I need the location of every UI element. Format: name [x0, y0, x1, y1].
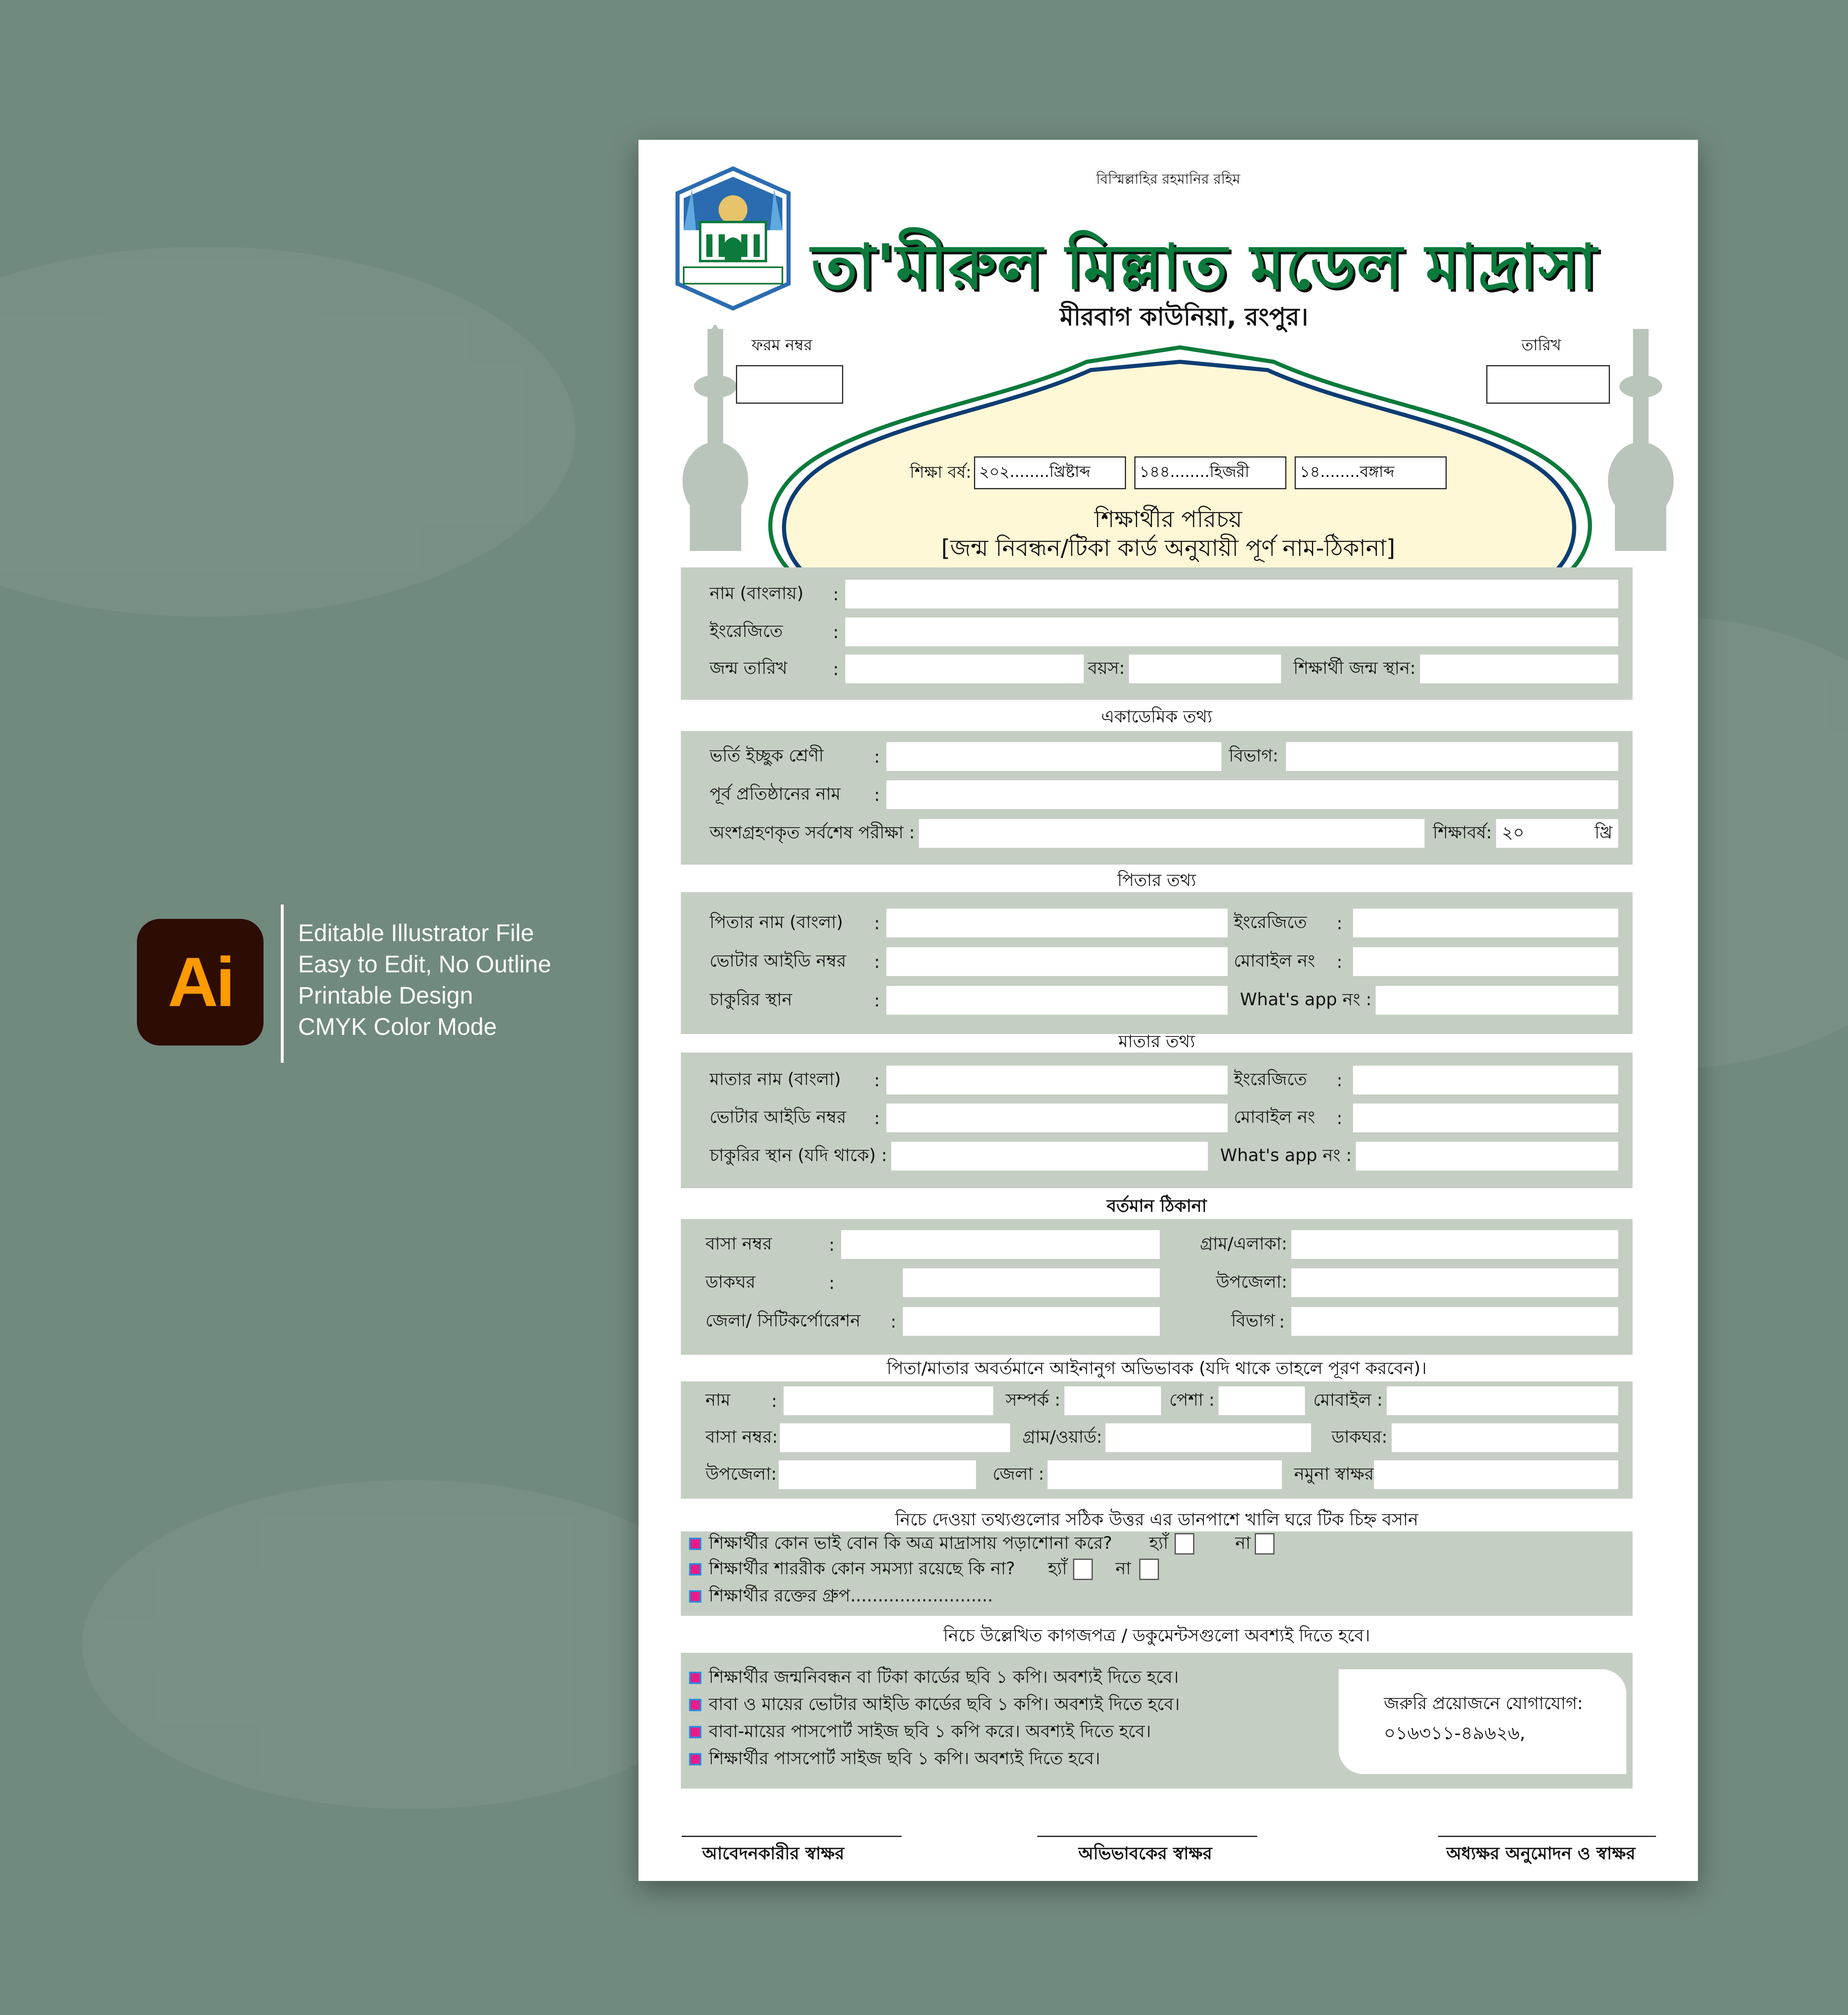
father-mobile-field[interactable]	[1353, 947, 1618, 976]
student-intro-title: শিক্ষার্থীর পরিচয়	[1094, 506, 1242, 533]
father-work-place-field[interactable]	[886, 986, 1228, 1015]
student-intro-note: [জন্ম নিবন্ধন/টিকা কার্ড অনুযায়ী পূর্ণ নাম-ঠিকানা]	[941, 535, 1395, 562]
illustrator-icon: Ai	[137, 919, 264, 1046]
feature-item: Editable Illustrator File	[298, 920, 534, 946]
name-bn-label: নাম (বাংলায়)	[710, 583, 804, 603]
document-item: শিক্ষার্থীর জন্মনিবন্ধন বা টিকা কার্ডের ছবি ১ কপি। অবশ্যই দিতে হবে।	[709, 1666, 1179, 1687]
name-bn-field[interactable]	[845, 580, 1618, 608]
post-office-field[interactable]	[903, 1268, 1160, 1297]
promo-divider	[281, 905, 284, 1063]
mother-voter-id-field[interactable]	[886, 1104, 1228, 1132]
madrasa-logo	[669, 164, 797, 312]
mother-work-place-field[interactable]	[891, 1142, 1208, 1171]
sibling-yes-label: হ্যাঁ	[1149, 1532, 1168, 1553]
father-name-en-field[interactable]	[1353, 909, 1618, 937]
mother-whatsapp-label: What's app নং :	[1220, 1145, 1352, 1165]
upazila-field[interactable]	[1291, 1268, 1618, 1297]
department-label: বিভাগ:	[1229, 745, 1279, 766]
principal-signature-label: অধ্যক্ষর অনুমোদন ও স্বাক্ষর	[1446, 1843, 1635, 1863]
sibling-question: শিক্ষার্থীর কোন ভাই বোন কি অত্র মাদ্রাসায় পড়াশোনা করে?	[709, 1532, 1113, 1553]
mother-name-bn-field[interactable]	[886, 1066, 1228, 1094]
village-field[interactable]	[1291, 1230, 1618, 1259]
health-no-label: না	[1115, 1558, 1131, 1578]
background-fold	[0, 247, 576, 617]
bullet-icon	[689, 1672, 701, 1684]
guardian-section-title: পিতা/মাতার অবর্তমানে আইনানুগ অভিভাবক (যদি থাকে তাহলে পূরণ করবেন)।	[886, 1358, 1427, 1378]
last-exam-field[interactable]	[919, 819, 1425, 848]
form-number-field[interactable]	[736, 365, 843, 404]
guardian-profession-label: পেশা :	[1169, 1389, 1215, 1410]
guardian-village-field[interactable]	[1106, 1423, 1311, 1452]
documents-section-title: নিচে উল্লেখিত কাগজপত্র / ডকুমেন্টসগুলো অবশ্যই দিতে হবে।	[943, 1625, 1370, 1645]
birthplace-field[interactable]	[1420, 655, 1618, 683]
dob-label: জন্ম তারিখ	[710, 657, 788, 678]
edu-year-label: শিক্ষাবর্ষ:	[1433, 822, 1492, 842]
guardian-house-no-label: বাসা নম্বর:	[705, 1426, 778, 1447]
mother-name-en-label: ইংরেজিতে	[1234, 1069, 1307, 1089]
contact-box	[1339, 1669, 1626, 1774]
health-yes-label: হ্যাঁ	[1048, 1558, 1067, 1578]
guardian-mobile-label: মোবাইল :	[1313, 1389, 1383, 1410]
guardian-profession-field[interactable]	[1219, 1386, 1305, 1415]
district-field[interactable]	[903, 1307, 1160, 1336]
sibling-yes-checkbox[interactable]	[1175, 1533, 1194, 1555]
christian-year-field[interactable]	[974, 456, 1126, 489]
name-en-label: ইংরেজিতে	[710, 620, 783, 641]
house-no-field[interactable]	[841, 1230, 1160, 1259]
questions-panel	[681, 1531, 1633, 1616]
guardian-name-field[interactable]	[784, 1386, 993, 1415]
birthplace-label: শিক্ষার্থী জন্ম স্থান:	[1293, 657, 1416, 678]
document-item: বাবা ও মায়ের ভোটার আইডি কার্ডের ছবি ১ কপি। অবশ্যই দিতে হবে।	[709, 1693, 1180, 1714]
date-field[interactable]	[1486, 365, 1610, 404]
division-field[interactable]	[1291, 1307, 1618, 1336]
edu-year-prefix: ২০	[1501, 822, 1524, 842]
department-field[interactable]	[1286, 742, 1618, 771]
father-work-place-label: চাকুরির স্থান	[710, 989, 792, 1009]
father-info-panel: পিতার নাম (বাংলা) : ইংরেজিতে : ভোটার আইডি নম্বর : মোবাইল নং : চাকুরির স্থান : What's app নং :	[681, 892, 1633, 1034]
address-panel: বাসা নম্বর : গ্রাম/এলাকা: ডাকঘর : উপজেলা: জেলা/ সিটিকর্পোরেশন : বিভাগ :	[681, 1219, 1633, 1355]
document-item: বাবা-মায়ের পাসপোর্ট সাইজ ছবি ১ কপি করে। অবশ্যই দিতে হবে।	[709, 1721, 1151, 1741]
guardian-upazila-label: উপজেলা:	[705, 1463, 777, 1484]
session-row	[910, 456, 1447, 489]
bullet-icon	[689, 1538, 701, 1550]
edu-year-field[interactable]	[1496, 819, 1618, 848]
guardian-panel: নাম : সম্পর্ক : পেশা : মোবাইল : বাসা নম্বর: গ্রাম/ওয়ার্ড: ডাকঘর: উপজেলা: জেলা : নমুনা স্বাক্ষর	[681, 1381, 1633, 1499]
hijri-year-field[interactable]	[1134, 456, 1286, 489]
feature-list	[298, 918, 551, 1043]
guardian-post-office-label: ডাকঘর:	[1331, 1426, 1388, 1447]
feature-item: Printable Design	[298, 982, 473, 1009]
mother-whatsapp-field[interactable]	[1356, 1142, 1618, 1171]
address-section-title: বর্তমান ঠিকানা	[1106, 1196, 1207, 1216]
guardian-post-office-field[interactable]	[1392, 1423, 1618, 1452]
father-name-bn-field[interactable]	[886, 909, 1228, 937]
madrasa-title: তা'মীরুল মিল্লাত মডেল মাদ্রাসা	[811, 231, 1598, 303]
contact-label: জরুরি প্রয়োজনে যোগাযোগ:	[1384, 1693, 1583, 1713]
guardian-signature-line	[1037, 1836, 1257, 1837]
upazila-label: উপজেলা:	[1216, 1271, 1287, 1292]
feature-item: CMYK Color Mode	[298, 1013, 497, 1040]
father-name-bn-label: পিতার নাম (বাংলা)	[710, 911, 843, 932]
guardian-signature-label: অভিভাবকের স্বাক্ষর	[1078, 1843, 1212, 1863]
bangla-year-field[interactable]	[1295, 456, 1447, 489]
academic-section-title: একাডেমিক তথ্য	[1101, 706, 1212, 726]
class-field[interactable]	[886, 742, 1221, 771]
guardian-relation-field[interactable]	[1064, 1386, 1161, 1415]
mother-name-en-field[interactable]	[1353, 1066, 1618, 1094]
health-no-checkbox[interactable]	[1139, 1559, 1159, 1580]
previous-institution-label: পূর্ব প্রতিষ্ঠানের নাম	[710, 783, 841, 804]
guardian-name-label: নাম	[705, 1389, 731, 1410]
mother-info-panel: মাতার নাম (বাংলা) : ইংরেজিতে : ভোটার আইডি নম্বর : মোবাইল নং : চাকুরির স্থান (যদি থাকে) : What's app নং :	[681, 1053, 1633, 1188]
guardian-relation-label: সম্পর্ক :	[1006, 1389, 1061, 1410]
father-whatsapp-field[interactable]	[1376, 986, 1618, 1015]
house-no-label: বাসা নম্বর	[705, 1233, 772, 1254]
guardian-house-no-field[interactable]	[780, 1423, 1010, 1452]
health-question: শিক্ষার্থীর শাররীক কোন সমস্যা রয়েছে কি না?	[709, 1558, 1015, 1578]
mother-work-place-label: চাকুরির স্থান (যদি থাকে) :	[710, 1145, 887, 1165]
bullet-icon	[689, 1563, 701, 1575]
post-office-label: ডাকঘর	[705, 1271, 756, 1292]
sibling-no-checkbox[interactable]	[1255, 1533, 1274, 1555]
division-label: বিভাগ	[1231, 1310, 1275, 1330]
guardian-district-field[interactable]	[1048, 1460, 1282, 1489]
father-voter-id-field[interactable]	[886, 947, 1228, 976]
bangla-year-text: ১৪........বঙ্গাব্দ	[1300, 463, 1395, 481]
blood-group-question: শিক্ষার্থীর রক্তের গ্রুপ..........................	[709, 1585, 993, 1606]
health-yes-checkbox[interactable]	[1073, 1559, 1093, 1580]
village-label: গ্রাম/এলাকা:	[1200, 1233, 1287, 1254]
academic-info-panel: ভর্তি ইচ্ছুক শ্রেণী : বিভাগ: পূর্ব প্রতিষ্ঠানের নাম : অংশগ্রহণকৃত সর্বশেষ পরীক্ষা : শিক্ষাবর্ষ: ২০ খ্রি	[681, 731, 1633, 865]
guardian-signature-field[interactable]	[1374, 1460, 1618, 1489]
guardian-mobile-field[interactable]	[1387, 1386, 1618, 1415]
father-name-en-label: ইংরেজিতে	[1234, 911, 1307, 932]
district-label: জেলা/ সিটিকর্পোরেশন	[705, 1310, 861, 1330]
father-mobile-label: মোবাইল নং	[1234, 950, 1315, 971]
guardian-village-label: গ্রাম/ওয়ার্ড:	[1022, 1426, 1102, 1447]
questions-section-title: নিচে দেওয়া তথ্যগুলোর সঠিক উত্তর এর ডানপাশে খালি ঘরে টিক চিহ্ন বসান	[895, 1509, 1418, 1529]
bullet-icon	[689, 1590, 701, 1603]
madrasa-address: মীরবাগ কাউনিয়া, রংপুর।	[1060, 303, 1309, 331]
principal-signature-line	[1438, 1836, 1656, 1837]
mother-mobile-field[interactable]	[1353, 1104, 1618, 1132]
mother-name-bn-label: মাতার নাম (বাংলা)	[710, 1069, 841, 1089]
bismillah-text: বিস্মিল্লাহির রহমানির রহিম	[1096, 171, 1240, 187]
applicant-signature-label: আবেদনকারীর স্বাক্ষর	[702, 1843, 844, 1863]
admission-form	[638, 140, 1698, 1881]
previous-institution-field[interactable]	[886, 780, 1618, 809]
name-en-field[interactable]	[845, 618, 1618, 646]
bullet-icon	[689, 1726, 701, 1738]
edu-year-suffix: খ্রি	[1594, 822, 1612, 842]
father-voter-id-label: ভোটার আইডি নম্বর	[710, 950, 847, 971]
mother-section-title: মাতার তথ্য	[1118, 1031, 1195, 1051]
contact-phone: ০১৬৩১১-৪৯৬২৬,	[1384, 1723, 1526, 1744]
father-whatsapp-label: What's app নং :	[1240, 989, 1372, 1009]
last-exam-label: অংশগ্রহণকৃত সর্বশেষ পরীক্ষা :	[710, 822, 915, 842]
date-label: তারিখ	[1522, 336, 1561, 354]
student-info-panel: নাম (বাংলায়) : ইংরেজিতে : জন্ম তারিখ : বয়স: শিক্ষার্থী জন্ম স্থান:	[681, 567, 1633, 700]
applicant-signature-line	[682, 1836, 902, 1837]
christian-year-text: ২০২........খ্রিষ্টাব্দ	[979, 463, 1091, 481]
feature-item: Easy to Edit, No Outline	[298, 951, 551, 978]
documents-panel	[681, 1653, 1633, 1788]
bullet-icon	[689, 1699, 701, 1711]
dob-field[interactable]	[845, 655, 1084, 683]
guardian-upazila-field[interactable]	[779, 1460, 976, 1489]
bullet-icon	[689, 1753, 701, 1765]
guardian-signature-label: নমুনা স্বাক্ষর	[1294, 1463, 1374, 1484]
hijri-year-text: ১৪৪........হিজরী	[1139, 463, 1249, 481]
form-number-label: ফরম নম্বর	[752, 336, 812, 354]
sibling-no-label: না	[1235, 1532, 1251, 1553]
mother-mobile-label: মোবাইল নং	[1234, 1106, 1315, 1127]
age-label: বয়স:	[1088, 657, 1125, 678]
class-label: ভর্তি ইচ্ছুক শ্রেণী	[710, 745, 824, 766]
guardian-district-label: জেলা :	[992, 1463, 1044, 1484]
age-field[interactable]	[1129, 655, 1281, 683]
father-section-title: পিতার তথ্য	[1117, 870, 1196, 890]
mother-voter-id-label: ভোটার আইডি নম্বর	[710, 1106, 847, 1127]
session-label: শিক্ষা বর্ষ:	[910, 463, 971, 482]
document-item: শিক্ষার্থীর পাসপোর্ট সাইজ ছবি ১ কপি। অবশ্যই দিতে হবে।	[709, 1748, 1100, 1768]
